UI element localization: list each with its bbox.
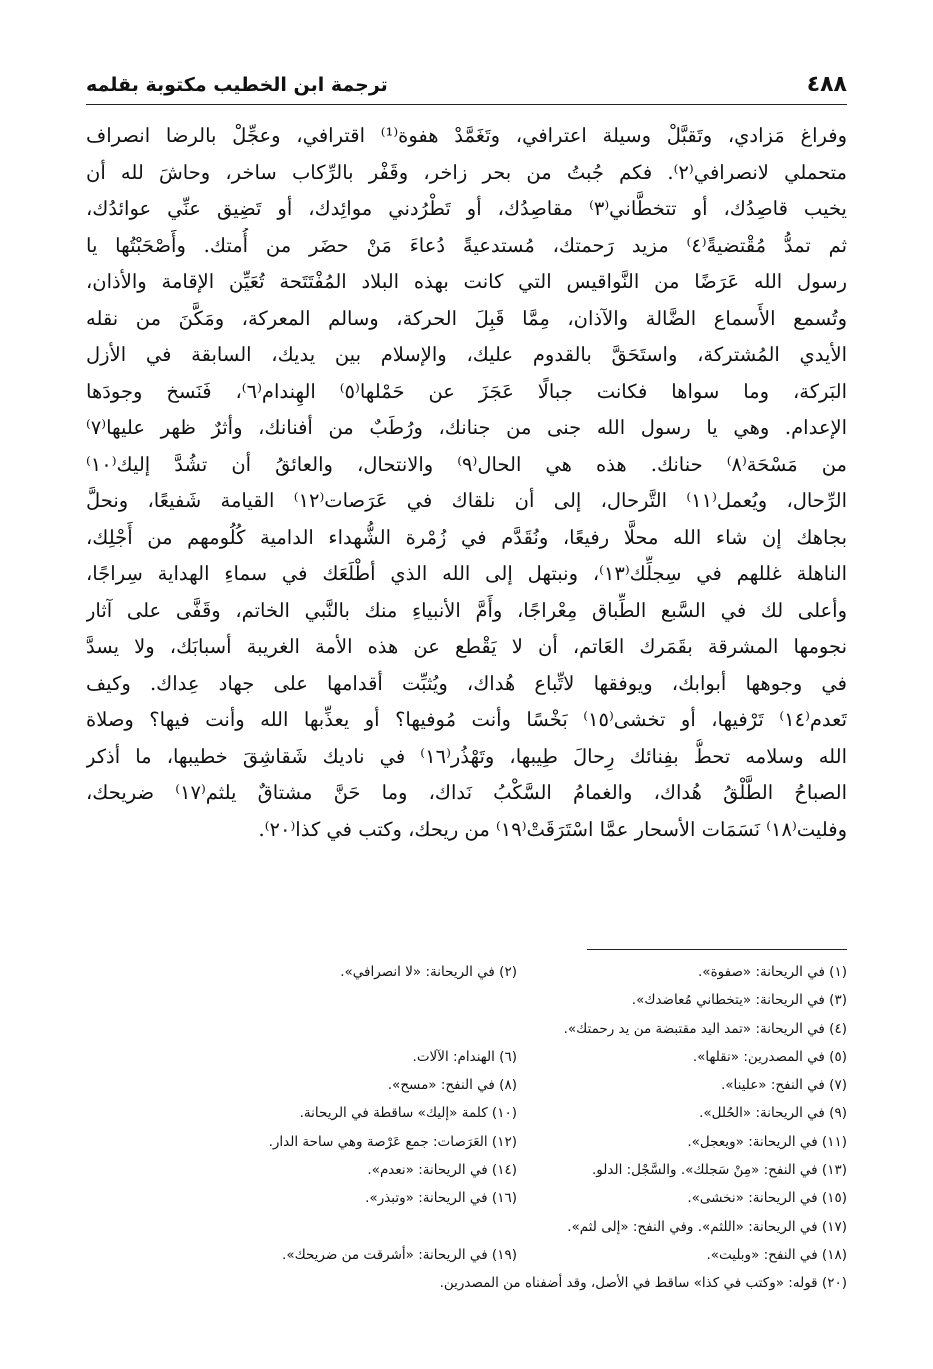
- body-line: بجاهك إن شاء الله محلًّا رفيعًا، ونُقَدَّم في زُمْرة الشُّهداء الدامية كُلُومهم من أَجْلِك،: [86, 525, 847, 549]
- footnote-row: [86, 986, 847, 1014]
- body-line: رسول الله عَرَضًا من النَّواقيس التي كانت بهذه البلاد المُفْتَتَحة تُعَيِّن الإقامة والأذان،: [86, 270, 847, 293]
- footnote: (٧) في النفح: «علينا».: [720, 1077, 847, 1094]
- footnote: (١٦) في الريحانة: «وتبذر».: [365, 1190, 517, 1207]
- footnote-separator: [587, 949, 847, 950]
- body-line: الناهلة غللهم في سِجلِّك⁽١٣⁾، ونبتهل إلى الله الذي أطْلَعَك في سماءِ الهداية سِراجًا،: [86, 562, 847, 585]
- body-line: وفراغ مَزادي، وتَقبَّلْ وسيلة اعترافي، وتَغَمَّدْ هفوة⁽¹⁾ اقترافي، وعجِّلْ بالرضا انصراف: [86, 124, 847, 147]
- footnote: (١٧) في الريحانة: «اللثم». وفي النفح: «إلى لثم».: [567, 1218, 847, 1235]
- footnote: (٨) في النفح: «مسح».: [387, 1077, 517, 1094]
- footnote: (٦) الهندام: الآلات.: [412, 1048, 517, 1065]
- footnote: (٥) في المصدرين: «نقلها».: [692, 1048, 847, 1065]
- body-line: الإعدام. وهي يا رسول الله جنى من جنانك، ورُطَبٌ من أفنانك، وأثرٌ ظهر عليها⁽٧⁾: [86, 416, 847, 439]
- footnote-row: [86, 1128, 847, 1156]
- footnote: (١٣) في النفح: «مِنْ سَجلك». والسَّجْل: الدلو.: [592, 1162, 847, 1179]
- footnote: (١) في الريحانة: «صفوة».: [698, 964, 847, 980]
- body-line: الصباحُ الطَّلْقُ هُداك، والغمامُ السَّكْبُ نَداك، وما حَنَّ مشتاقٌ يلثم⁽١٧⁾ ضريحك،: [86, 781, 847, 804]
- footnote: (١١) في الريحانة: «ويعجل».: [687, 1133, 847, 1150]
- page-number: ٤٨٨: [806, 72, 847, 97]
- body-text: [86, 118, 847, 848]
- footnotes: [86, 958, 847, 1298]
- footnote: (٣) في الريحانة: «يتخطاني مُعاضدك».: [631, 992, 847, 1009]
- footnote-row: [86, 1071, 847, 1099]
- body-line: الأيدي المُشتركة، واستَحَقَّ بالقدوم عليك، والإسلام بين يديك، السابقة في الأزل: [86, 343, 847, 366]
- footnote-row: [86, 1156, 847, 1184]
- running-title: ترجمة ابن الخطيب مكتوبة بقلمه: [86, 74, 388, 96]
- body-line: البَركة، وما سواها فكانت جبالًا عَجَزَ عن حَمْلها⁽٥⁾ الهِندام⁽٦⁾، فَنَسخ وجودَها: [86, 379, 847, 403]
- footnote-row: [86, 1241, 847, 1269]
- footnote: (١٥) في الريحانة: «نخشى».: [687, 1190, 847, 1207]
- footnote: (١٠) كلمة «إليك» ساقطة في الريحانة.: [299, 1105, 517, 1122]
- footnote: (٢٠) قوله: «وكتب في كذا» ساقط في الأصل، وقد أضفناه من المصدرين.: [439, 1275, 847, 1292]
- footnote: (٢) في الريحانة: «لا انصرافي».: [340, 964, 517, 980]
- footnote-row: [86, 1184, 847, 1212]
- page-header: [86, 68, 847, 105]
- footnote: (١٩) في الريحانة: «أشرقت من ضريحك».: [282, 1246, 517, 1263]
- footnote-row: [86, 1099, 847, 1127]
- footnote: (١٤) في الريحانة: «نعدم».: [367, 1162, 517, 1179]
- footnote: (٩) في الريحانة: «الحُلل».: [699, 1105, 847, 1122]
- body-line: متحملي لانصرافي⁽٢⁾. فكم جُبتُ من بحر زاخر، وقَفْر بالرِّكاب ساخر، وحاشَ لله أن: [86, 160, 847, 184]
- footnote: (٤) في الريحانة: «تمد اليد مقتبضة من يد رحمتك».: [563, 1020, 847, 1037]
- body-line: تَعدم⁽١٤⁾ تَرْفيها، أو تخشى⁽١٥⁾ بَخْسًا وأنت مُوفيها؟ أو يعذِّبها الله وأنت فيها؟ وصلاة: [86, 708, 847, 731]
- footnote: (١٨) في النفح: «وبليت».: [706, 1246, 847, 1263]
- footnote: (١٢) العَرَصات: جمع عَرْصة وهي ساحة الدار.: [268, 1133, 517, 1150]
- body-line: من مَسْحَة⁽٨⁾ حنانك. هذه هي الحال⁽٩⁾ والانتحال، والعائقُ أن تشُدَّ إليك⁽١٠⁾: [86, 452, 847, 476]
- body-line: في وجوهها أبوابك، ويوفقها لاتِّباع هُداك، ويُثبِّت أقدامها على جهاد عِداك. وكيف: [86, 671, 847, 695]
- body-line: الرِّحال، ويُعمل⁽١١⁾ التَّرحال، إلى أن نلقاك في عَرَصات⁽١٢⁾ القيامة شَفيعًا، ونحلَّ: [86, 489, 847, 512]
- body-line: الله وسلامه تحطُّ بفِنائك رِحالَ طِيبها، وتَهْذُر⁽١٦⁾ في ناديك شَقاشِقَ خطيبها، ما أذكر: [86, 744, 847, 768]
- body-line: وأعلى لك في السَّبع الطِّباق مِعْراجًا، وأَمَّ الأنبياءِ منك بالنَّبي الخاتم، وقَفَّى على آثار: [86, 598, 847, 622]
- footnote-row: [86, 1043, 847, 1071]
- footnote-row: [86, 958, 847, 986]
- body-line: نجومها المشرقة بقَمَرك العَاتم، أن لا يَقْطع عن هذه الأمة الغريبة أسبابَك، ولا يسدَّ: [86, 635, 847, 658]
- body-line: يخيب قاصِدُك، أو تتخطَّاني⁽٣⁾ مقاصِدُك، أو تَطْرُدني موائِدك، أو تَضِيق عنِّي عوائدُك،: [86, 197, 847, 220]
- body-line: وتُسمع الأَسماع الضَّالة والآذان، مِمَّا قَبِلَ الحركة، وسالم المعركة، ومَكَّنَ من نقله: [86, 306, 847, 330]
- body-line: ثم تمدُّ مُقْتضيةً⁽٤⁾ مزيد رَحمتك، مُستدعيةً دُعاءَ مَنْ حضَر من أُمتك. وأَصْحَبْتُها يا: [86, 233, 847, 257]
- footnote-row: [86, 1015, 847, 1043]
- footnote-row: [86, 1269, 847, 1297]
- footnote-row: [86, 1213, 847, 1241]
- body-line: وفليت⁽١٨⁾ نَسَمَات الأسحار عمَّا اسْتَرَقَتْ⁽١٩⁾ من ريحك، وكتب في كذا⁽٢٠⁾.: [258, 817, 847, 841]
